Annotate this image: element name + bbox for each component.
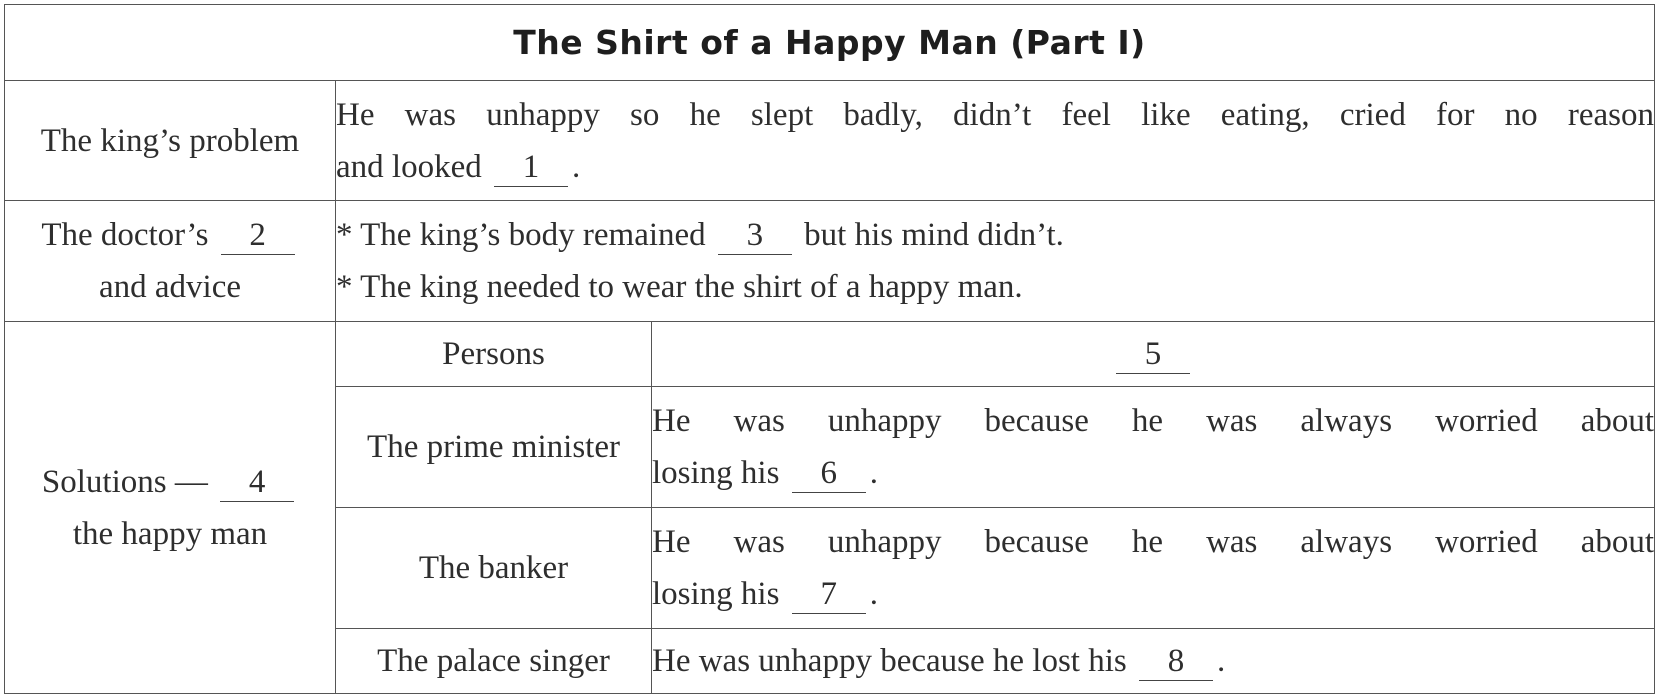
banker-period: .	[869, 576, 878, 613]
kings-problem-line-2	[336, 141, 1654, 193]
solutions-label-text: Solutions —	[41, 463, 208, 500]
row-label-kings-problem: The king’s problem	[5, 81, 336, 201]
kings-problem-period: .	[571, 148, 581, 185]
doctor-line-1-text: * The king’s body remained	[336, 217, 706, 254]
blank-8: 8	[1139, 642, 1213, 681]
persons-header: Persons	[336, 322, 652, 387]
row-label-solutions	[5, 322, 336, 694]
blank-3: 3	[718, 216, 792, 255]
palace-singer-content	[652, 629, 1655, 694]
palace-singer-line	[652, 635, 1654, 687]
doctor-label-line-1	[5, 209, 335, 261]
worksheet-table	[4, 4, 1655, 694]
kings-problem-content	[336, 81, 1655, 201]
banker-line-2	[652, 568, 1654, 620]
persons-answer-cell	[652, 322, 1655, 387]
table-title: The Shirt of a Happy Man (Part Ⅰ)	[5, 5, 1655, 81]
palace-singer-period: .	[1216, 643, 1226, 680]
doctor-line-2: * The king needed to wear the shirt of a happy man.	[336, 269, 1023, 306]
prime-minister-line-2	[652, 447, 1654, 499]
doctor-line-1	[336, 209, 1654, 261]
prime-minister-line-2-text: losing his	[652, 455, 780, 492]
blank-5: 5	[1116, 335, 1190, 374]
banker-line-1: He was unhappy because he was always worried about	[652, 524, 1655, 561]
prime-minister-line-1: He was unhappy because he was always worried about	[652, 403, 1655, 440]
kings-problem-line-1: He was unhappy so he slept badly, didn’t feel like eating, cried for no reason	[336, 96, 1655, 133]
solutions-label-line-2: the happy man	[72, 515, 268, 552]
blank-4: 4	[220, 463, 294, 502]
prime-minister-period: .	[869, 455, 878, 492]
person-name-prime-minister: The prime minister	[336, 387, 652, 508]
solutions-label-line-1	[5, 456, 335, 508]
banker-content	[652, 508, 1655, 629]
blank-1: 1	[494, 148, 568, 187]
banker-line-2-text: losing his	[652, 576, 780, 613]
person-name-banker: The banker	[336, 508, 652, 629]
person-name-palace-singer: The palace singer	[336, 629, 652, 694]
doctor-content	[336, 201, 1655, 322]
doctor-label-text: The doctor’s	[41, 217, 209, 254]
row-label-doctor	[5, 201, 336, 322]
prime-minister-content	[652, 387, 1655, 508]
doctor-line-1-after: but his mind didn’t.	[804, 217, 1064, 254]
kings-problem-line-2-text: and looked	[336, 148, 482, 185]
blank-2: 2	[221, 216, 295, 255]
doctor-label-line-2: and advice	[98, 269, 241, 306]
blank-6: 6	[792, 454, 866, 493]
palace-singer-line-text: He was unhappy because he lost his	[652, 643, 1127, 680]
blank-7: 7	[792, 575, 866, 614]
